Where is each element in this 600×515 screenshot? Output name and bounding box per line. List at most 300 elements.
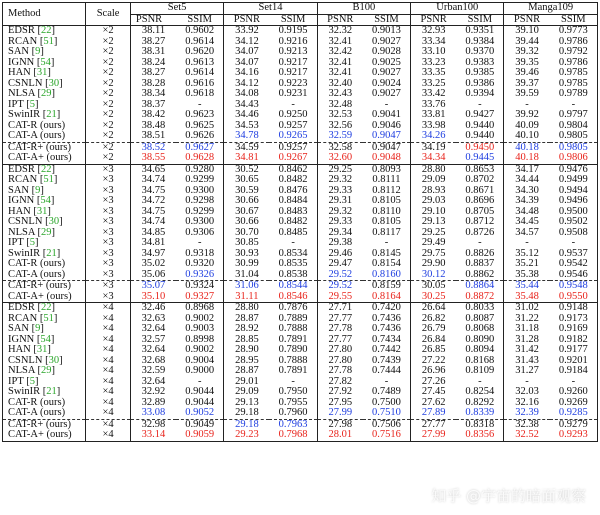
- psnr-cell: 34.44: [504, 175, 550, 186]
- psnr-cell: 34.19: [411, 142, 457, 153]
- method-name: SAN: [8, 323, 30, 334]
- ssim-cell: 0.7516: [363, 430, 411, 441]
- ssim-cell: 0.9785: [550, 79, 598, 90]
- method-name: CAT-R (ours): [8, 119, 66, 131]
- ssim-cell: 0.7891: [278, 333, 308, 345]
- psnr-cell: 34.59: [224, 142, 270, 153]
- table-row: [3, 408, 598, 419]
- method-cell: CSNLN [30]: [3, 79, 86, 90]
- scale-cell: ×2: [86, 121, 131, 132]
- ssim-cell: 0.9041: [372, 109, 401, 120]
- ssim-cell: 0.9013: [363, 26, 411, 37]
- ssim-cell: 0.8484: [278, 195, 308, 206]
- psnr-cell: 32.64: [130, 377, 176, 388]
- ssim-cell: 0.9628: [185, 152, 215, 163]
- ssim-cell: 0.9182: [550, 335, 598, 346]
- table-row: [3, 196, 598, 207]
- psnr-cell: 35.38: [504, 270, 550, 281]
- method-name: NLSA: [8, 88, 35, 99]
- ssim-cell: 0.9318: [185, 247, 215, 259]
- method-cell: IPT [5]: [3, 100, 86, 111]
- scale-cell: ×3: [86, 228, 131, 239]
- citation-link[interactable]: 31: [36, 67, 48, 78]
- psnr-cell: 29.09: [224, 387, 270, 398]
- psnr-cell: 29.25: [411, 228, 457, 239]
- psnr-cell: 40.10: [504, 131, 550, 142]
- ssim-cell: 0.9805: [550, 142, 598, 153]
- method-name: EDSR: [8, 163, 35, 175]
- psnr-cell: 29.47: [317, 259, 363, 270]
- ssim-cell: 0.9500: [550, 207, 598, 218]
- psnr-cell: 27.89: [411, 408, 457, 419]
- table-row: [3, 270, 598, 281]
- psnr-cell: 27.77: [317, 314, 363, 325]
- method-cell: RCAN [51]: [3, 37, 86, 48]
- ssim-cell: -: [550, 100, 598, 111]
- ssim-cell: 0.9184: [550, 366, 598, 377]
- citation-link[interactable]: 29: [40, 365, 52, 376]
- psnr-cell: 34.26: [411, 131, 457, 142]
- citation-link[interactable]: 51: [43, 174, 54, 185]
- method-cell: SwinIR [21]: [3, 110, 86, 121]
- psnr-cell: 29.23: [224, 430, 270, 441]
- ssim-cell: 0.7890: [278, 344, 308, 355]
- ssim-cell: 0.9786: [550, 37, 598, 48]
- scale-cell: ×2: [86, 47, 131, 58]
- scale-cell: ×3: [86, 186, 131, 197]
- ssim-cell: 0.8535: [278, 258, 308, 269]
- ssim-cell: 0.9626: [185, 130, 215, 141]
- ssim-cell: 0.9028: [372, 46, 401, 57]
- ssim-cell: 0.9351: [456, 26, 504, 37]
- ssim-cell: -: [291, 237, 295, 248]
- ssim-cell: 0.8864: [456, 281, 504, 292]
- citation-link[interactable]: 5: [29, 375, 35, 387]
- psnr-cell: 32.41: [317, 68, 363, 79]
- ssim-cell: 0.9370: [465, 46, 495, 57]
- method-cell: [3, 131, 86, 142]
- table-row: [3, 175, 598, 186]
- psnr-cell: 28.80: [411, 164, 457, 175]
- ssim-cell: 0.9773: [550, 26, 598, 37]
- psnr-cell: 33.35: [411, 68, 457, 79]
- psnr-cell: 35.02: [130, 259, 176, 270]
- psnr-cell: 30.99: [224, 259, 270, 270]
- ssim-cell: 0.9806: [550, 153, 598, 164]
- psnr-cell: 39.92: [504, 110, 550, 121]
- ssim-cell: 0.9440: [465, 130, 495, 141]
- ssim-cell: 0.9620: [185, 46, 215, 57]
- ssim-cell: 0.9169: [550, 324, 598, 335]
- ssim-cell: 0.8164: [372, 290, 401, 302]
- ssim-cell: 0.9046: [372, 119, 401, 131]
- psnr-cell: 31.06: [224, 281, 270, 292]
- ssim-cell: 0.8862: [465, 268, 495, 280]
- metric-header-psnr: PSNR: [411, 14, 457, 26]
- psnr-cell: 40.09: [504, 121, 550, 132]
- psnr-cell: -: [504, 100, 550, 111]
- ssim-cell: -: [550, 238, 598, 249]
- ssim-cell: -: [291, 98, 295, 110]
- method-cell: IGNN [54]: [3, 196, 86, 207]
- psnr-cell: 29.33: [317, 217, 363, 228]
- ssim-cell: 0.9049: [176, 419, 224, 430]
- ssim-cell: 0.9625: [185, 119, 215, 131]
- psnr-cell: 34.45: [504, 217, 550, 228]
- psnr-cell: 33.25: [411, 79, 457, 90]
- ssim-cell: 0.9384: [465, 35, 495, 47]
- ssim-cell: 0.8653: [456, 164, 504, 175]
- method-name: CSNLN: [8, 354, 43, 366]
- ssim-cell: 0.8356: [456, 430, 504, 441]
- ssim-cell: 0.9293: [550, 430, 598, 441]
- psnr-cell: 34.74: [130, 217, 176, 228]
- psnr-cell: 30.66: [224, 196, 270, 207]
- ssim-cell: 0.9548: [550, 281, 598, 292]
- psnr-cell: 27.77: [317, 335, 363, 346]
- ssim-cell: 0.9786: [550, 58, 598, 69]
- psnr-cell: 34.43: [224, 100, 270, 111]
- psnr-cell: 32.92: [130, 387, 176, 398]
- ssim-cell: 0.8712: [465, 216, 495, 227]
- citation-link[interactable]: 22: [40, 25, 52, 36]
- ssim-cell: 0.8544: [269, 281, 317, 292]
- ssim-cell: 0.9614: [185, 67, 215, 78]
- psnr-cell: 32.98: [130, 419, 176, 430]
- citation-link[interactable]: 5: [29, 237, 35, 248]
- psnr-cell: 39.59: [504, 89, 550, 100]
- ssim-cell: 0.9300: [185, 216, 215, 227]
- citation-link[interactable]: 31: [36, 205, 48, 217]
- dataset-header-set14: Set14: [224, 3, 317, 15]
- psnr-cell: 32.93: [411, 26, 457, 37]
- psnr-cell: 30.25: [411, 292, 457, 303]
- psnr-cell: 38.27: [130, 37, 176, 48]
- citation-link[interactable]: 30: [48, 77, 60, 89]
- ssim-cell: 0.9499: [550, 175, 598, 186]
- psnr-cell: 27.45: [411, 387, 457, 398]
- citation-link[interactable]: 22: [40, 163, 52, 175]
- psnr-cell: 34.75: [130, 207, 176, 218]
- method-name: CAT-A (ours): [8, 130, 66, 141]
- method-name: HAN: [8, 67, 31, 78]
- psnr-cell: 27.98: [317, 419, 363, 430]
- psnr-cell: 39.44: [504, 37, 550, 48]
- scale-cell: ×4: [86, 335, 131, 346]
- scale-cell: ×3: [86, 259, 131, 270]
- scale-cell: ×2: [86, 142, 131, 153]
- ssim-cell: -: [384, 237, 389, 248]
- citation-link[interactable]: 21: [46, 247, 57, 259]
- scale-cell: ×4: [86, 366, 131, 377]
- ssim-cell: 0.9616: [185, 77, 215, 89]
- citation-link[interactable]: 22: [40, 302, 52, 313]
- method-cell: SAN [9]: [3, 47, 86, 58]
- psnr-cell: 27.22: [411, 356, 457, 367]
- ssim-cell: 0.9044: [185, 396, 215, 408]
- metric-header-ssim: SSIM: [176, 14, 224, 26]
- ssim-cell: 0.7891: [278, 365, 308, 376]
- ssim-cell: 0.7442: [372, 344, 401, 355]
- psnr-cell: 28.01: [317, 430, 363, 441]
- psnr-cell: 38.31: [130, 47, 176, 58]
- citation-link[interactable]: 21: [46, 109, 57, 120]
- psnr-cell: 32.59: [130, 366, 176, 377]
- psnr-cell: 26.96: [411, 366, 457, 377]
- scale-cell: ×3: [86, 207, 131, 218]
- psnr-cell: 30.65: [224, 175, 270, 186]
- psnr-cell: 33.10: [411, 47, 457, 58]
- ssim-cell: 0.9327: [185, 290, 215, 302]
- ssim-cell: 0.9785: [550, 68, 598, 79]
- psnr-cell: 28.95: [224, 356, 270, 367]
- psnr-cell: 34.48: [504, 207, 550, 218]
- scale-cell: ×3: [86, 292, 131, 303]
- psnr-cell: 38.27: [130, 68, 176, 79]
- ssim-cell: 0.9003: [185, 323, 215, 334]
- citation-link[interactable]: 51: [43, 312, 54, 324]
- ssim-cell: 0.7876: [269, 303, 317, 314]
- psnr-cell: 32.63: [130, 314, 176, 325]
- scale-cell: ×2: [86, 37, 131, 48]
- ssim-cell: 0.9618: [185, 88, 215, 99]
- ssim-cell: 0.9326: [185, 268, 215, 280]
- psnr-cell: 32.89: [130, 398, 176, 409]
- citation-link[interactable]: 9: [35, 46, 41, 57]
- ssim-cell: 0.9047: [372, 130, 401, 141]
- ssim-cell: 0.7500: [372, 396, 401, 408]
- citation-link[interactable]: 29: [40, 88, 52, 99]
- psnr-cell: 38.51: [130, 131, 176, 142]
- psnr-cell: 33.92: [224, 26, 270, 37]
- method-name: NLSA: [8, 226, 35, 238]
- psnr-cell: 29.01: [224, 377, 270, 388]
- citation-link[interactable]: 54: [40, 333, 51, 345]
- psnr-cell: 27.26: [411, 377, 457, 388]
- scale-cell: ×4: [86, 324, 131, 335]
- method-name: EDSR: [8, 302, 35, 313]
- ssim-cell: 0.9213: [278, 46, 308, 57]
- method-name: CAT-A+ (ours): [8, 429, 72, 440]
- citation-link[interactable]: 5: [29, 98, 35, 110]
- method-name: IGNN: [8, 195, 35, 206]
- psnr-cell: 38.42: [130, 110, 176, 121]
- scale-group: [3, 164, 598, 303]
- ssim-cell: 0.9476: [550, 164, 598, 175]
- psnr-cell: 34.97: [130, 249, 176, 260]
- ssim-cell: 0.9508: [550, 228, 598, 239]
- citation-link[interactable]: 54: [40, 56, 51, 68]
- method-cell: HAN [31]: [3, 68, 86, 79]
- ssim-cell: -: [550, 377, 598, 388]
- scale-header: Scale: [86, 3, 131, 26]
- psnr-cell: 28.80: [224, 303, 270, 314]
- ssim-cell: 0.8837: [465, 258, 495, 269]
- scale-cell: ×2: [86, 153, 131, 164]
- scale-cell: ×4: [86, 419, 131, 430]
- psnr-cell: 30.70: [224, 228, 270, 239]
- ssim-cell: 0.8726: [465, 226, 495, 238]
- ssim-cell: 0.7506: [363, 419, 411, 430]
- method-cell: RCAN [51]: [3, 314, 86, 325]
- ssim-cell: 0.7510: [372, 407, 401, 418]
- psnr-cell: 35.07: [130, 281, 176, 292]
- method-name: CAT-R+ (ours): [8, 418, 71, 430]
- dataset-header-b100: B100: [317, 3, 410, 15]
- citation-link[interactable]: 54: [40, 195, 51, 206]
- psnr-cell: 31.43: [504, 356, 550, 367]
- ssim-cell: 0.9602: [176, 26, 224, 37]
- scale-cell: ×2: [86, 100, 131, 111]
- method-cell: NLSA [29]: [3, 89, 86, 100]
- method-name: CSNLN: [8, 77, 43, 89]
- psnr-cell: 31.02: [504, 303, 550, 314]
- psnr-cell: 32.64: [130, 324, 176, 335]
- ssim-cell: 0.7950: [278, 386, 308, 397]
- ssim-cell: 0.9385: [465, 67, 495, 78]
- ssim-cell: 0.8826: [465, 247, 495, 259]
- method-name: RCAN: [8, 35, 38, 47]
- table-row: [3, 26, 598, 37]
- citation-link[interactable]: 31: [36, 344, 48, 355]
- method-cell: IPT [5]: [3, 238, 86, 249]
- scale-cell: ×4: [86, 356, 131, 367]
- citation-link[interactable]: 30: [48, 216, 60, 227]
- psnr-cell: 35.48: [504, 292, 550, 303]
- table-row: [3, 345, 598, 356]
- method-name: SwinIR: [8, 247, 41, 259]
- scale-cell: ×4: [86, 345, 131, 356]
- ssim-cell: 0.9217: [278, 56, 308, 68]
- psnr-cell: 27.71: [317, 303, 363, 314]
- method-name: CAT-R+ (ours): [8, 280, 71, 291]
- method-name: CAT-A+ (ours): [8, 290, 72, 302]
- psnr-cell: 29.75: [411, 249, 457, 260]
- ssim-cell: 0.7489: [372, 386, 401, 397]
- ssim-cell: 0.9052: [185, 407, 215, 418]
- psnr-cell: 28.85: [224, 335, 270, 346]
- ssim-cell: 0.9299: [185, 174, 215, 185]
- psnr-cell: 28.90: [224, 345, 270, 356]
- scale-cell: ×4: [86, 314, 131, 325]
- psnr-cell: 28.87: [224, 314, 270, 325]
- psnr-cell: 40.18: [504, 142, 550, 153]
- psnr-cell: 32.41: [317, 58, 363, 69]
- psnr-cell: 38.28: [130, 79, 176, 90]
- psnr-cell: 35.44: [504, 281, 550, 292]
- psnr-cell: 32.38: [504, 419, 550, 430]
- table-row: [3, 217, 598, 228]
- method-name: NLSA: [8, 365, 35, 376]
- psnr-cell: 33.98: [411, 121, 457, 132]
- psnr-cell: 29.31: [317, 196, 363, 207]
- psnr-cell: 31.27: [504, 366, 550, 377]
- ssim-cell: 0.9496: [550, 196, 598, 207]
- scale-cell: ×3: [86, 238, 131, 249]
- psnr-cell: 29.13: [411, 217, 457, 228]
- method-header: Method: [3, 3, 86, 26]
- table-row: [3, 228, 598, 239]
- scale-cell: ×4: [86, 303, 131, 314]
- psnr-cell: 29.52: [317, 270, 363, 281]
- ssim-cell: 0.9445: [465, 152, 495, 163]
- ssim-cell: 0.7439: [372, 354, 401, 366]
- psnr-cell: 31.22: [504, 314, 550, 325]
- ssim-cell: 0.9789: [550, 89, 598, 100]
- ssim-cell: 0.9542: [550, 259, 598, 270]
- citation-link[interactable]: 29: [40, 226, 52, 238]
- ssim-cell: 0.9257: [278, 119, 308, 131]
- metric-header-psnr: PSNR: [504, 14, 550, 26]
- psnr-cell: 29.10: [411, 207, 457, 218]
- citation-link[interactable]: 30: [48, 354, 60, 366]
- ssim-cell: 0.9216: [278, 35, 308, 47]
- citation-link[interactable]: 9: [35, 184, 41, 196]
- psnr-cell: 31.04: [224, 270, 270, 281]
- ssim-cell: 0.9550: [550, 292, 598, 303]
- scale-cell: ×4: [86, 408, 131, 419]
- ssim-cell: 0.9048: [372, 152, 401, 163]
- ssim-cell: 0.9269: [550, 398, 598, 409]
- ssim-cell: 0.9546: [550, 270, 598, 281]
- psnr-cell: 29.38: [317, 238, 363, 249]
- citation-link[interactable]: 51: [43, 35, 54, 47]
- ssim-cell: 0.9383: [465, 56, 495, 68]
- method-cell: SwinIR [21]: [3, 387, 86, 398]
- ssim-cell: 0.9627: [176, 142, 224, 153]
- psnr-cell: 38.37: [130, 100, 176, 111]
- psnr-cell: 34.65: [130, 164, 176, 175]
- ssim-cell: -: [197, 98, 202, 110]
- table-row: [3, 281, 598, 292]
- psnr-cell: 34.57: [504, 228, 550, 239]
- psnr-cell: 32.68: [130, 356, 176, 367]
- ssim-cell: 0.8702: [465, 174, 495, 185]
- ssim-cell: 0.9298: [185, 195, 215, 206]
- psnr-cell: 29.32: [317, 175, 363, 186]
- ssim-cell: 0.8117: [372, 226, 401, 238]
- psnr-cell: 30.59: [224, 186, 270, 197]
- psnr-cell: 38.55: [130, 153, 176, 164]
- ssim-cell: 0.9613: [185, 56, 215, 68]
- psnr-cell: 28.93: [411, 186, 457, 197]
- ssim-cell: 0.8671: [465, 184, 495, 196]
- ssim-cell: 0.9025: [372, 56, 401, 68]
- ssim-cell: -: [197, 375, 202, 387]
- psnr-cell: 29.49: [411, 238, 457, 249]
- method-cell: SAN [9]: [3, 186, 86, 197]
- psnr-cell: 30.66: [224, 217, 270, 228]
- scale-cell: ×2: [86, 110, 131, 121]
- psnr-cell: 26.64: [411, 303, 457, 314]
- psnr-cell: 32.52: [504, 430, 550, 441]
- citation-link[interactable]: 21: [46, 386, 57, 397]
- psnr-cell: 27.77: [411, 419, 457, 430]
- psnr-cell: 34.07: [224, 58, 270, 69]
- ssim-cell: 0.9797: [550, 110, 598, 121]
- psnr-cell: 29.18: [224, 408, 270, 419]
- method-cell: [3, 408, 86, 419]
- ssim-cell: 0.8068: [465, 323, 495, 334]
- citation-link[interactable]: 9: [35, 323, 41, 334]
- ssim-cell: -: [197, 237, 202, 248]
- psnr-cell: 38.34: [130, 89, 176, 100]
- ssim-cell: 0.8154: [372, 258, 401, 269]
- method-cell: [3, 153, 86, 164]
- ssim-cell: 0.7963: [269, 419, 317, 430]
- psnr-cell: 34.39: [504, 196, 550, 207]
- table-row: [3, 238, 598, 249]
